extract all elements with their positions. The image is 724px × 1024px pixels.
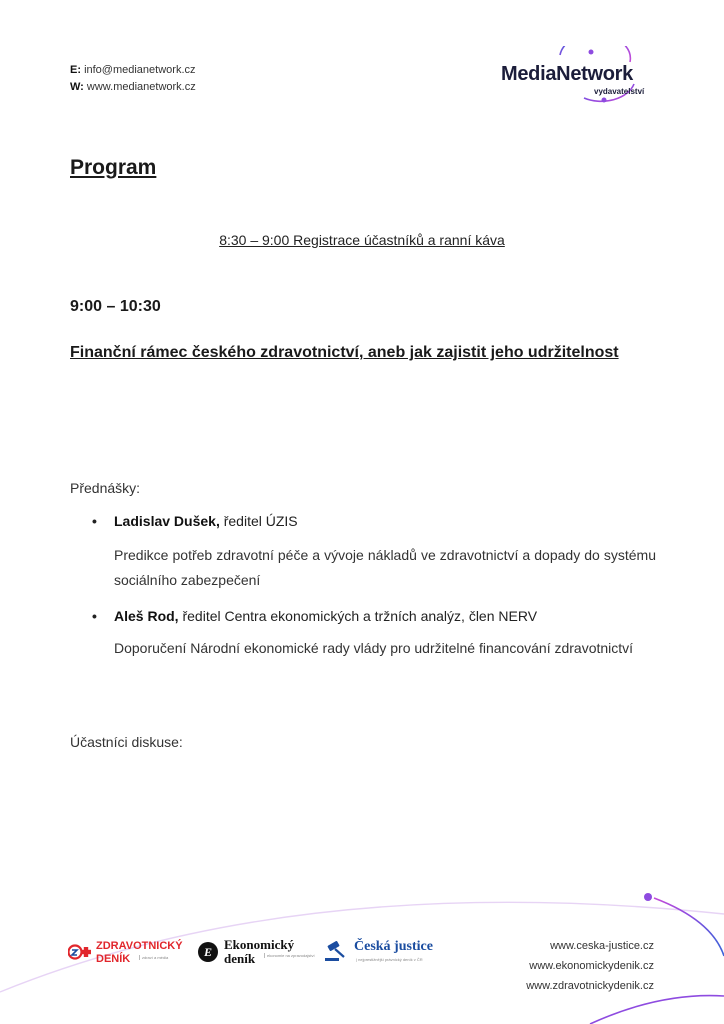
lectures-label: Přednášky: bbox=[70, 480, 141, 496]
discussion-label: Účastníci diskuse: bbox=[70, 734, 183, 750]
footer-links bbox=[526, 936, 654, 996]
zdravotnicky-tagline: zdraví a média bbox=[139, 955, 168, 960]
web-label: W: bbox=[70, 81, 84, 93]
ekonomicky-mark-icon: E bbox=[198, 942, 218, 962]
medianetwork-logo bbox=[498, 46, 668, 106]
zdravotnicky-mark-icon bbox=[68, 942, 92, 962]
ekonomicky-line1: Ekonomický bbox=[224, 937, 295, 952]
web-link[interactable]: www.medianetwork.cz bbox=[86, 81, 196, 93]
gavel-icon bbox=[324, 940, 350, 962]
link-zdravotnicky-denik[interactable]: www.zdravotnickydenik.cz bbox=[526, 980, 654, 992]
registration-line: 8:30 – 9:00 Registrace účastníků a ranní káva bbox=[219, 232, 505, 248]
email-label: E: bbox=[70, 64, 81, 76]
ceska-justice-wordmark: Česká justice bbox=[354, 939, 433, 954]
talk-title: Doporučení Národní ekonomické rady vlády pro udržitelné financování zdravotnictví bbox=[114, 640, 634, 656]
session-title: Finanční rámec českého zdravotnictví, aneb jak zajistit jeho udržitelnost bbox=[70, 344, 619, 361]
speaker-name: Aleš Rod, bbox=[114, 608, 179, 624]
link-ceska-justice[interactable]: www.ceska-justice.cz bbox=[550, 940, 654, 952]
speaker-name: Ladislav Dušek, bbox=[114, 513, 220, 529]
email-line bbox=[70, 62, 196, 79]
ekonomicky-tagline: ekonomie na zpravodajství bbox=[264, 953, 305, 958]
page-title: Program bbox=[70, 156, 157, 179]
talk-title: Predikce potřeb zdravotní péče a vývoje nákladů ve zdravotnictví a dopady do systému sociálního zabezpečení bbox=[114, 547, 656, 588]
speaker-item bbox=[92, 608, 537, 624]
bullet-icon: • bbox=[92, 513, 97, 529]
ceska-justice-tagline: | nejprestižnější právnický deník v ČR bbox=[356, 957, 423, 962]
speaker-item bbox=[92, 513, 298, 529]
ekonomicky-line2: deník bbox=[224, 951, 256, 966]
ekonomicky-wordmark bbox=[224, 938, 294, 966]
web-line bbox=[70, 79, 196, 96]
speaker-role: ředitel Centra ekonomických a tržních analýz, člen NERV bbox=[178, 608, 538, 624]
email-link[interactable]: info@medianetwork.cz bbox=[84, 64, 196, 76]
bullet-icon: • bbox=[92, 608, 97, 624]
logo-wordmark: MediaNetwork bbox=[501, 63, 633, 85]
session-time: 9:00 – 10:30 bbox=[70, 298, 161, 315]
zdravotnicky-wordmark bbox=[96, 940, 183, 966]
zdravotnicky-line2: DENÍK bbox=[96, 953, 131, 965]
speaker-role: ředitel ÚZIS bbox=[219, 513, 298, 529]
contact-block bbox=[70, 62, 196, 96]
zdravotnicky-line1: ZDRAVOTNICKÝ bbox=[96, 940, 183, 952]
logo-subtitle: vydavatelství bbox=[594, 87, 645, 96]
link-ekonomicky-denik[interactable]: www.ekonomickydenik.cz bbox=[529, 960, 654, 972]
